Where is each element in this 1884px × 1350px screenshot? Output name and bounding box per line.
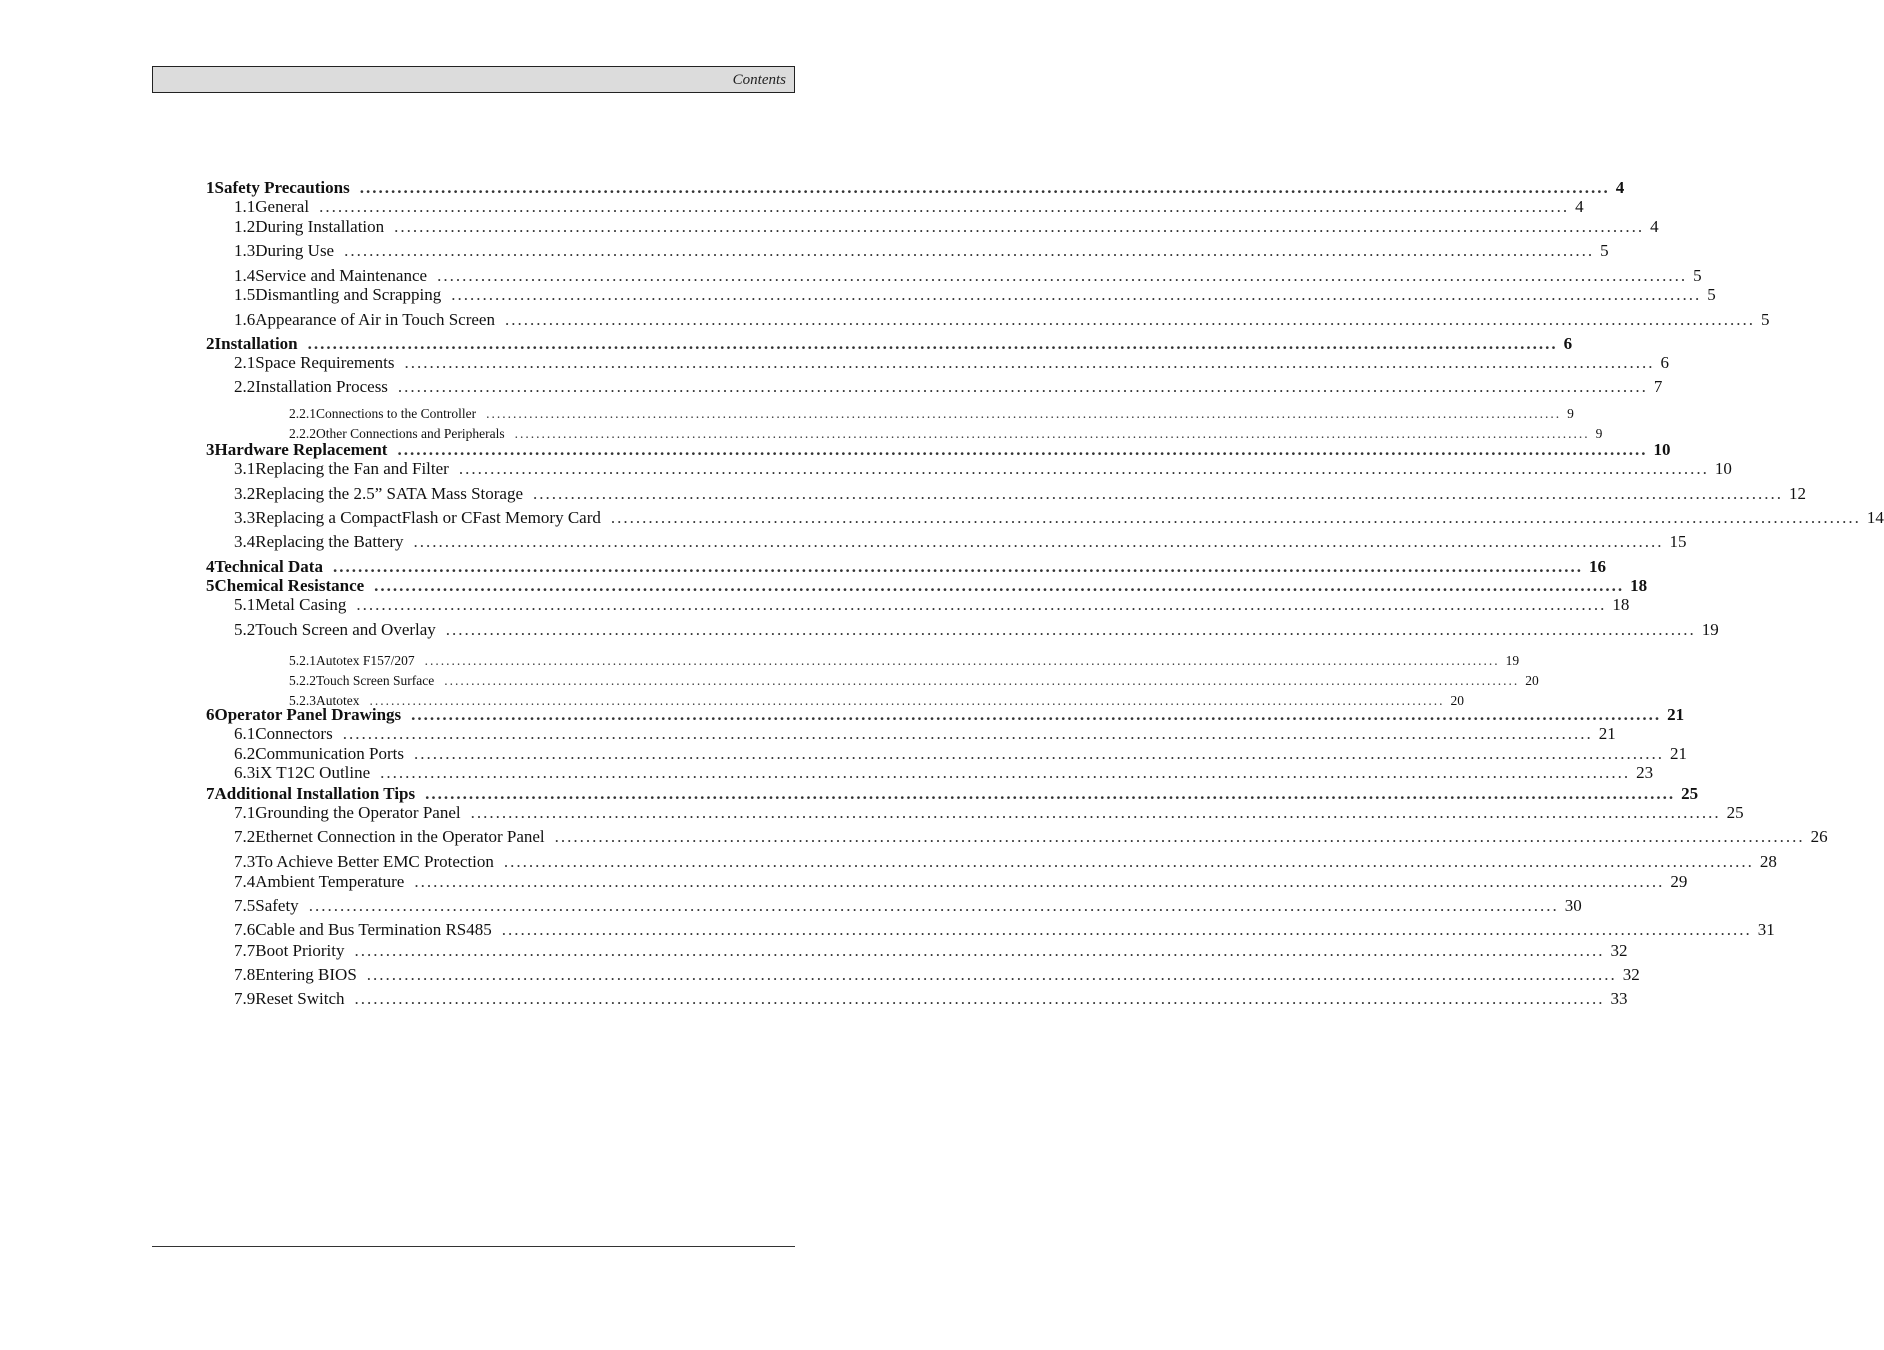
toc-entry-7-7[interactable]	[234, 941, 1628, 961]
toc-entry-number: 5.1	[234, 595, 256, 614]
toc-entry-number: 3.2	[234, 484, 256, 503]
toc-entry-number: 1.6	[234, 310, 256, 329]
dot-leader: ........................................................................................................................................................................................................	[319, 197, 1570, 216]
toc-entry-page: 21	[1667, 705, 1685, 724]
toc-entry-title: Ethernet Connection in the Operator Panel	[255, 827, 545, 846]
toc-entry-title: Touch Screen and Overlay	[255, 620, 436, 639]
dot-leader: ........................................................................................................................................................................................................	[514, 426, 1590, 441]
dot-leader: ........................................................................................................................................................................................................	[533, 484, 1784, 503]
toc-entry-page: 20	[1525, 673, 1539, 688]
toc-entry-number: 1	[206, 178, 215, 197]
toc-entry-1-1[interactable]	[234, 197, 1584, 217]
toc-entry-number: 2.1	[234, 353, 256, 372]
toc-entry-title: General	[255, 197, 310, 216]
dot-leader: ........................................................................................................................................................................................................	[411, 705, 1662, 724]
toc-entry-5-2-2[interactable]	[289, 673, 1539, 689]
toc-entry-6-2[interactable]	[234, 744, 1687, 764]
toc-entry-page: 29	[1670, 872, 1688, 891]
toc-entry-page: 9	[1595, 426, 1603, 441]
toc-entry-2-2-1[interactable]	[289, 406, 1574, 422]
toc-entry-page: 32	[1610, 941, 1628, 960]
dot-leader: ........................................................................................................................................................................................................	[404, 353, 1655, 372]
toc-entry-number: 1.3	[234, 241, 256, 260]
toc-entry-3[interactable]	[206, 440, 1671, 460]
toc-entry-title: Entering BIOS	[255, 965, 357, 984]
toc-entry-page: 15	[1669, 532, 1687, 551]
toc-entry-number: 1.1	[234, 197, 256, 216]
toc-entry-title: Chemical Resistance	[214, 576, 365, 595]
toc-entry-7-1[interactable]	[234, 803, 1744, 823]
toc-entry-1-3[interactable]	[234, 241, 1609, 261]
toc-entry-1-6[interactable]	[234, 310, 1770, 330]
toc-entry-7-5[interactable]	[234, 896, 1582, 916]
dot-leader: ........................................................................................................................................................................................................	[397, 440, 1648, 459]
dot-leader: ........................................................................................................................................................................................................	[444, 673, 1520, 688]
dot-leader: ........................................................................................................................................................................................................	[397, 377, 1648, 396]
dot-leader: ........................................................................................................................................................................................................	[344, 241, 1595, 260]
toc-entry-3-4[interactable]	[234, 532, 1687, 552]
dot-leader: ........................................................................................................................................................................................................	[486, 406, 1562, 421]
toc-entry-number: 7.3	[234, 852, 256, 871]
toc-entry-title: Communication Ports	[255, 744, 404, 763]
toc-entry-number: 7.4	[234, 872, 256, 891]
dot-leader: ........................................................................................................................................................................................................	[380, 763, 1631, 782]
toc-entry-7-2[interactable]	[234, 827, 1828, 847]
dot-leader: ........................................................................................................................................................................................................	[359, 178, 1610, 197]
toc-entry-page: 18	[1612, 595, 1630, 614]
toc-entry-title: Safety Precautions	[214, 178, 350, 197]
toc-entry-title: Additional Installation Tips	[214, 784, 416, 803]
toc-entry-title: Replacing the Battery	[255, 532, 404, 551]
toc-entry-number: 5.2.1	[289, 653, 316, 668]
toc-entry-title: Ambient Temperature	[255, 872, 405, 891]
toc-entry-2[interactable]	[206, 334, 1573, 354]
toc-entry-title: Operator Panel Drawings	[214, 705, 402, 724]
toc-entry-2-1[interactable]	[234, 353, 1670, 373]
toc-entry-page: 5	[1693, 266, 1702, 285]
toc-entry-title: Replacing a CompactFlash or CFast Memory Card	[255, 508, 601, 527]
dot-leader: ........................................................................................................................................................................................................	[470, 803, 1721, 822]
toc-entry-title: Safety	[255, 896, 299, 915]
toc-entry-page: 20	[1450, 693, 1464, 708]
toc-entry-7-9[interactable]	[234, 989, 1628, 1009]
toc-entry-page: 26	[1810, 827, 1828, 846]
toc-entry-title: Reset Switch	[255, 989, 345, 1008]
toc-entry-number: 3	[206, 440, 215, 459]
toc-entry-title: Installation	[214, 334, 298, 353]
toc-entry-7-3[interactable]	[234, 852, 1777, 872]
toc-entry-title: Dismantling and Scrapping	[255, 285, 442, 304]
toc-entry-title: Service and Maintenance	[255, 266, 428, 285]
toc-entry-number: 2.2	[234, 377, 256, 396]
toc-entry-5[interactable]	[206, 576, 1648, 596]
toc-entry-page: 10	[1714, 459, 1732, 478]
toc-entry-title: Connectors	[255, 724, 333, 743]
toc-entry-page: 23	[1636, 763, 1654, 782]
dot-leader: ........................................................................................................................................................................................................	[501, 920, 1752, 939]
dot-leader: ........................................................................................................................................................................................................	[437, 266, 1688, 285]
toc-entry-7[interactable]	[206, 784, 1699, 804]
toc-entry-number: 1.4	[234, 266, 256, 285]
toc-entry-number: 7.9	[234, 989, 256, 1008]
toc-entry-number: 5.2	[234, 620, 256, 639]
toc-entry-number: 5	[206, 576, 215, 595]
toc-entry-page: 31	[1757, 920, 1775, 939]
toc-entry-page: 25	[1681, 784, 1699, 803]
toc-entry-number: 7.2	[234, 827, 256, 846]
dot-leader: ........................................................................................................................................................................................................	[424, 653, 1500, 668]
toc-entry-title: Appearance of Air in Touch Screen	[255, 310, 495, 329]
toc-entry-page: 5	[1760, 310, 1770, 329]
toc-entry-page: 19	[1505, 653, 1520, 668]
toc-entry-number: 7.7	[234, 941, 256, 960]
toc-entry-4[interactable]	[206, 557, 1606, 577]
toc-entry-title: Replacing the Fan and Filter	[255, 459, 449, 478]
toc-entry-page: 10	[1653, 440, 1671, 459]
toc-entry-title: During Use	[255, 241, 335, 260]
toc-entry-page: 18	[1630, 576, 1648, 595]
toc-entry-title: Hardware Replacement	[214, 440, 388, 459]
dot-leader: ........................................................................................................................................................................................................	[504, 310, 1755, 329]
dot-leader: ........................................................................................................................................................................................................	[356, 595, 1607, 614]
toc-entry-number: 7.1	[234, 803, 256, 822]
toc-entry-number: 3.4	[234, 532, 256, 551]
toc-entry-title: Autotex F157/207	[316, 653, 415, 668]
toc-entry-number: 1.5	[234, 285, 256, 304]
toc-entry-number: 7.6	[234, 920, 256, 939]
dot-leader: ........................................................................................................................................................................................................	[445, 620, 1696, 639]
toc-entry-number: 3.3	[234, 508, 256, 527]
toc-entry-1[interactable]	[206, 178, 1625, 198]
toc-entry-3-1[interactable]	[234, 459, 1732, 479]
toc-entry-page: 33	[1610, 989, 1628, 1008]
toc-entry-title: Space Requirements	[255, 353, 395, 372]
toc-entry-2-2[interactable]	[234, 377, 1663, 397]
toc-entry-page: 32	[1622, 965, 1640, 984]
footer-rule	[152, 1246, 795, 1247]
toc-entry-page: 4	[1615, 178, 1625, 197]
toc-entry-number: 6.1	[234, 724, 256, 743]
toc-entry-number: 5.2.3	[289, 693, 316, 708]
toc-entry-7-6[interactable]	[234, 920, 1775, 940]
dot-leader: ........................................................................................................................................................................................................	[374, 576, 1625, 595]
dot-leader: ........................................................................................................................................................................................................	[394, 217, 1645, 236]
toc-entry-title: iX T12C Outline	[255, 763, 371, 782]
toc-entry-title: Technical Data	[214, 557, 323, 576]
dot-leader: ........................................................................................................................................................................................................	[366, 965, 1617, 984]
toc-entry-title: Boot Priority	[255, 941, 345, 960]
toc-entry-page: 21	[1598, 724, 1616, 743]
dot-leader: ........................................................................................................................................................................................................	[354, 941, 1605, 960]
dot-leader: ........................................................................................................................................................................................................	[354, 989, 1605, 1008]
toc-entry-title: Replacing the 2.5” SATA Mass Storage	[255, 484, 524, 503]
toc-entry-title: Grounding the Operator Panel	[255, 803, 461, 822]
toc-entry-number: 7.5	[234, 896, 256, 915]
toc-entry-page: 14	[1866, 508, 1884, 527]
toc-entry-title: Metal Casing	[255, 595, 347, 614]
toc-entry-number: 7.8	[234, 965, 256, 984]
toc-entry-title: Installation Process	[255, 377, 388, 396]
toc-entry-title: Autotex	[316, 693, 360, 708]
toc-entry-page: 4	[1575, 197, 1584, 216]
toc-entry-page: 7	[1653, 377, 1663, 396]
toc-entry-title: Cable and Bus Termination RS485	[255, 920, 492, 939]
dot-leader: ........................................................................................................................................................................................................	[307, 334, 1558, 353]
toc-entry-page: 21	[1670, 744, 1687, 763]
dot-leader: ........................................................................................................................................................................................................	[342, 724, 1593, 743]
toc-entry-1-4[interactable]	[234, 266, 1702, 286]
toc-entry-1-2[interactable]	[234, 217, 1659, 237]
toc-entry-page: 5	[1600, 241, 1609, 260]
toc-entry-page: 25	[1726, 803, 1744, 822]
toc-entry-title: To Achieve Better EMC Protection	[255, 852, 494, 871]
header-title: Contents	[732, 72, 786, 88]
toc-entry-6-3[interactable]	[234, 763, 1654, 783]
toc-entry-page: 9	[1567, 406, 1574, 421]
toc-entry-3-3[interactable]	[234, 508, 1884, 528]
toc-entry-page: 5	[1707, 285, 1716, 304]
dot-leader: ........................................................................................................................................................................................................	[610, 508, 1861, 527]
toc-entry-number: 2.2.1	[289, 406, 316, 421]
page-header	[152, 66, 795, 93]
toc-entry-page: 6	[1563, 334, 1573, 353]
dot-leader: ........................................................................................................................................................................................................	[308, 896, 1559, 915]
dot-leader: ........................................................................................................................................................................................................	[332, 557, 1583, 576]
toc-entry-number: 6.2	[234, 744, 256, 763]
toc-entry-page: 6	[1660, 353, 1670, 372]
toc-entry-number: 4	[206, 557, 215, 576]
dot-leader: ........................................................................................................................................................................................................	[425, 784, 1676, 803]
toc-entry-5-2-1[interactable]	[289, 653, 1520, 669]
toc-entry-page: 16	[1588, 557, 1606, 576]
toc-entry-number: 5.2.2	[289, 673, 316, 688]
dot-leader: ........................................................................................................................................................................................................	[369, 693, 1445, 708]
toc-entry-title: Connections to the Controller	[316, 406, 477, 421]
toc-entry-number: 7	[206, 784, 215, 803]
toc-entry-1-5[interactable]	[234, 285, 1716, 305]
toc-entry-7-4[interactable]	[234, 872, 1688, 892]
dot-leader: ........................................................................................................................................................................................................	[451, 285, 1702, 304]
toc-entry-page: 19	[1701, 620, 1719, 639]
toc-entry-title: During Installation	[255, 217, 385, 236]
toc-entry-3-2[interactable]	[234, 484, 1807, 504]
toc-entry-number: 3.1	[234, 459, 256, 478]
toc-entry-page: 4	[1650, 217, 1659, 236]
dot-leader: ........................................................................................................................................................................................................	[414, 872, 1665, 891]
dot-leader: ........................................................................................................................................................................................................	[554, 827, 1805, 846]
toc-entry-title: Touch Screen Surface	[316, 673, 435, 688]
dot-leader: ........................................................................................................................................................................................................	[413, 532, 1664, 551]
dot-leader: ........................................................................................................................................................................................................	[414, 744, 1664, 763]
toc-entry-6[interactable]	[206, 705, 1685, 725]
toc-entry-page: 12	[1789, 484, 1807, 503]
toc-entry-5-1[interactable]	[234, 595, 1630, 615]
toc-entry-title: Other Connections and Peripherals	[316, 426, 505, 441]
toc-entry-page: 30	[1564, 896, 1582, 915]
toc-entry-number: 2	[206, 334, 215, 353]
toc-entry-6-1[interactable]	[234, 724, 1616, 744]
toc-entry-7-8[interactable]	[234, 965, 1640, 985]
toc-entry-number: 1.2	[234, 217, 256, 236]
toc-entry-number: 2.2.2	[289, 426, 316, 441]
toc-entry-number: 6.3	[234, 763, 256, 782]
toc-entry-page: 28	[1759, 852, 1777, 871]
toc-entry-number: 6	[206, 705, 215, 724]
dot-leader: ........................................................................................................................................................................................................	[458, 459, 1709, 478]
dot-leader: ........................................................................................................................................................................................................	[503, 852, 1754, 871]
toc-entry-5-2[interactable]	[234, 620, 1719, 640]
